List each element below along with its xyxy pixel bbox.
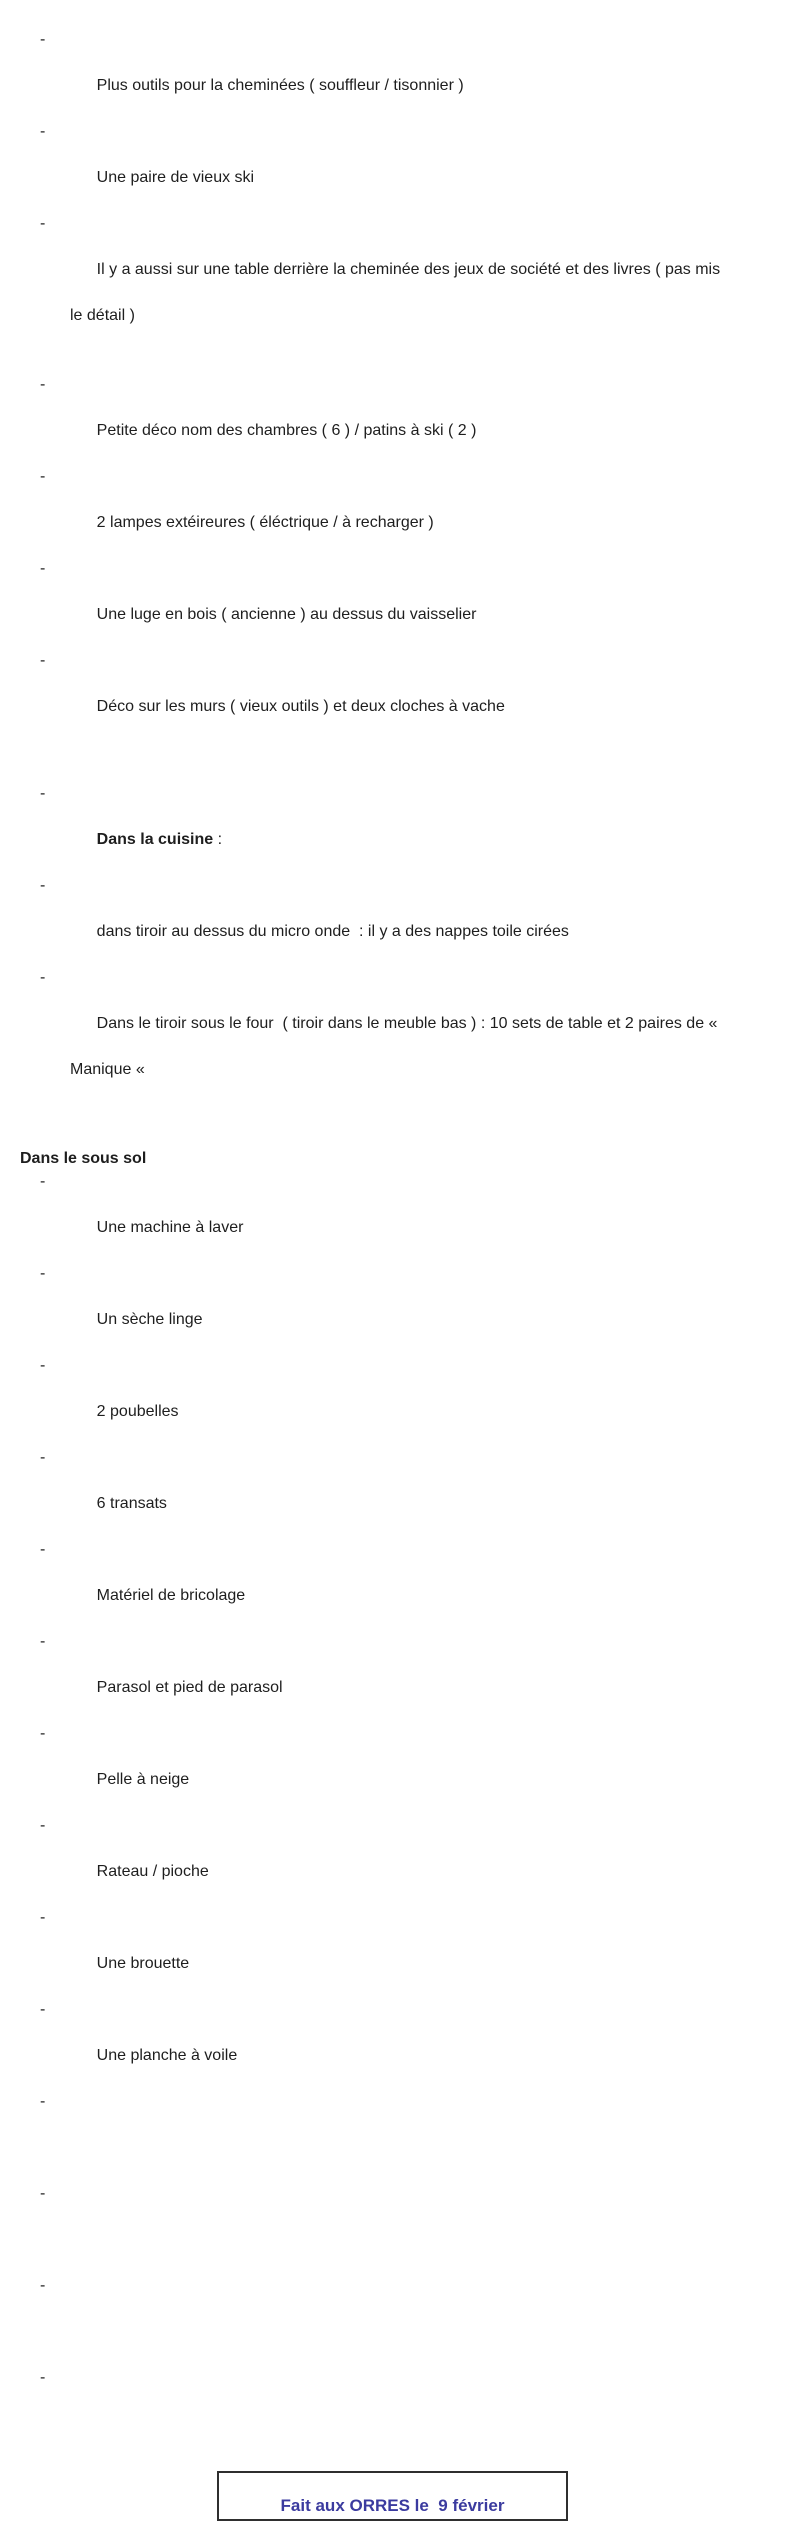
bullet-dash: - xyxy=(40,2369,46,2386)
section-sous-sol xyxy=(0,1147,800,2458)
cuisine-heading-colon: : xyxy=(213,831,223,848)
bullet-dash: - xyxy=(40,1449,46,1466)
list-item-text: Une brouette xyxy=(96,1955,190,1972)
list-item xyxy=(0,557,800,649)
list-item xyxy=(0,1906,800,1998)
bullet-dash: - xyxy=(40,215,46,232)
bullet-dash: - xyxy=(40,2093,46,2110)
section-top-list xyxy=(0,28,800,741)
bullet-dash: - xyxy=(40,1817,46,1834)
footer-box-text: Fait aux ORRES le 9 février xyxy=(280,2496,505,2515)
list-item xyxy=(0,212,800,373)
list-item-empty xyxy=(0,2366,800,2458)
bullet-dash: - xyxy=(40,1633,46,1650)
list-item-heading xyxy=(0,782,800,874)
bullet-dash: - xyxy=(40,468,46,485)
list-item xyxy=(0,373,800,465)
sous-sol-heading: Dans le sous sol xyxy=(20,1150,147,1167)
list-item-text: Un sèche linge xyxy=(96,1311,203,1328)
list-item-text: Une luge en bois ( ancienne ) au dessus du vaisselier xyxy=(96,606,477,623)
list-item xyxy=(0,1814,800,1906)
bullet-dash: - xyxy=(40,376,46,393)
list-item xyxy=(0,28,800,120)
list-item xyxy=(0,1630,800,1722)
list-item-text: Déco sur les murs ( vieux outils ) et deux cloches à vache xyxy=(96,698,505,715)
list-item-text-continuation: Manique « xyxy=(70,1061,145,1078)
bullet-dash: - xyxy=(40,560,46,577)
list-item-text: dans tiroir au dessus du micro onde : il y a des nappes toile cirées xyxy=(96,923,569,940)
bullet-dash: - xyxy=(40,652,46,669)
document-page xyxy=(0,28,800,2521)
list-item xyxy=(0,120,800,212)
bullet-dash: - xyxy=(40,2277,46,2294)
list-item-text: Pelle à neige xyxy=(96,1771,190,1788)
list-item-empty xyxy=(0,2090,800,2182)
list-item-text: Une machine à laver xyxy=(96,1219,244,1236)
list-item xyxy=(0,1722,800,1814)
bullet-dash: - xyxy=(40,1541,46,1558)
list-item-text: Rateau / pioche xyxy=(96,1863,209,1880)
list-item-text: Une paire de vieux ski xyxy=(96,169,255,186)
list-item xyxy=(0,1170,800,1262)
bullet-dash: - xyxy=(40,1725,46,1742)
bullet-dash: - xyxy=(40,2185,46,2202)
bullet-dash: - xyxy=(40,1265,46,1282)
list-item xyxy=(0,1538,800,1630)
list-item-text: Matériel de bricolage xyxy=(96,1587,246,1604)
cuisine-heading: Dans la cuisine xyxy=(96,831,214,848)
bullet-dash: - xyxy=(40,2001,46,2018)
bullet-dash: - xyxy=(40,31,46,48)
bullet-dash: - xyxy=(40,877,46,894)
list-item-text: 6 transats xyxy=(96,1495,167,1512)
list-item xyxy=(0,966,800,1127)
list-item-text: 2 lampes extéireures ( éléctrique / à recharger ) xyxy=(96,514,434,531)
list-item xyxy=(0,874,800,966)
list-item-text: Parasol et pied de parasol xyxy=(96,1679,283,1696)
bullet-dash: - xyxy=(40,1357,46,1374)
list-item-text: Dans le tiroir sous le four ( tiroir dans le meuble bas ) : 10 sets de table et 2 paires de « xyxy=(96,1015,718,1032)
bullet-dash: - xyxy=(40,1909,46,1926)
footer-box xyxy=(217,2471,568,2521)
list-item-text-continuation: le détail ) xyxy=(70,307,135,324)
list-item-text: Plus outils pour la cheminées ( souffleur / tisonnier ) xyxy=(96,77,464,94)
list-item-text: 2 poubelles xyxy=(96,1403,179,1420)
bullet-dash: - xyxy=(40,123,46,140)
list-item xyxy=(0,649,800,741)
list-item-text: Petite déco nom des chambres ( 6 ) / patins à ski ( 2 ) xyxy=(96,422,477,439)
list-item-text: Il y a aussi sur une table derrière la cheminée des jeux de société et des livres ( pas mis xyxy=(96,261,721,278)
bullet-dash: - xyxy=(40,969,46,986)
list-item-text: Une planche à voile xyxy=(96,2047,238,2064)
list-item-empty xyxy=(0,2274,800,2366)
bullet-dash: - xyxy=(40,1173,46,1190)
list-item xyxy=(0,465,800,557)
list-item xyxy=(0,1998,800,2090)
bullet-dash: - xyxy=(40,785,46,802)
list-item xyxy=(0,1354,800,1446)
list-item xyxy=(0,1446,800,1538)
list-item-empty xyxy=(0,2182,800,2274)
list-item xyxy=(0,1262,800,1354)
section-cuisine xyxy=(0,782,800,1127)
